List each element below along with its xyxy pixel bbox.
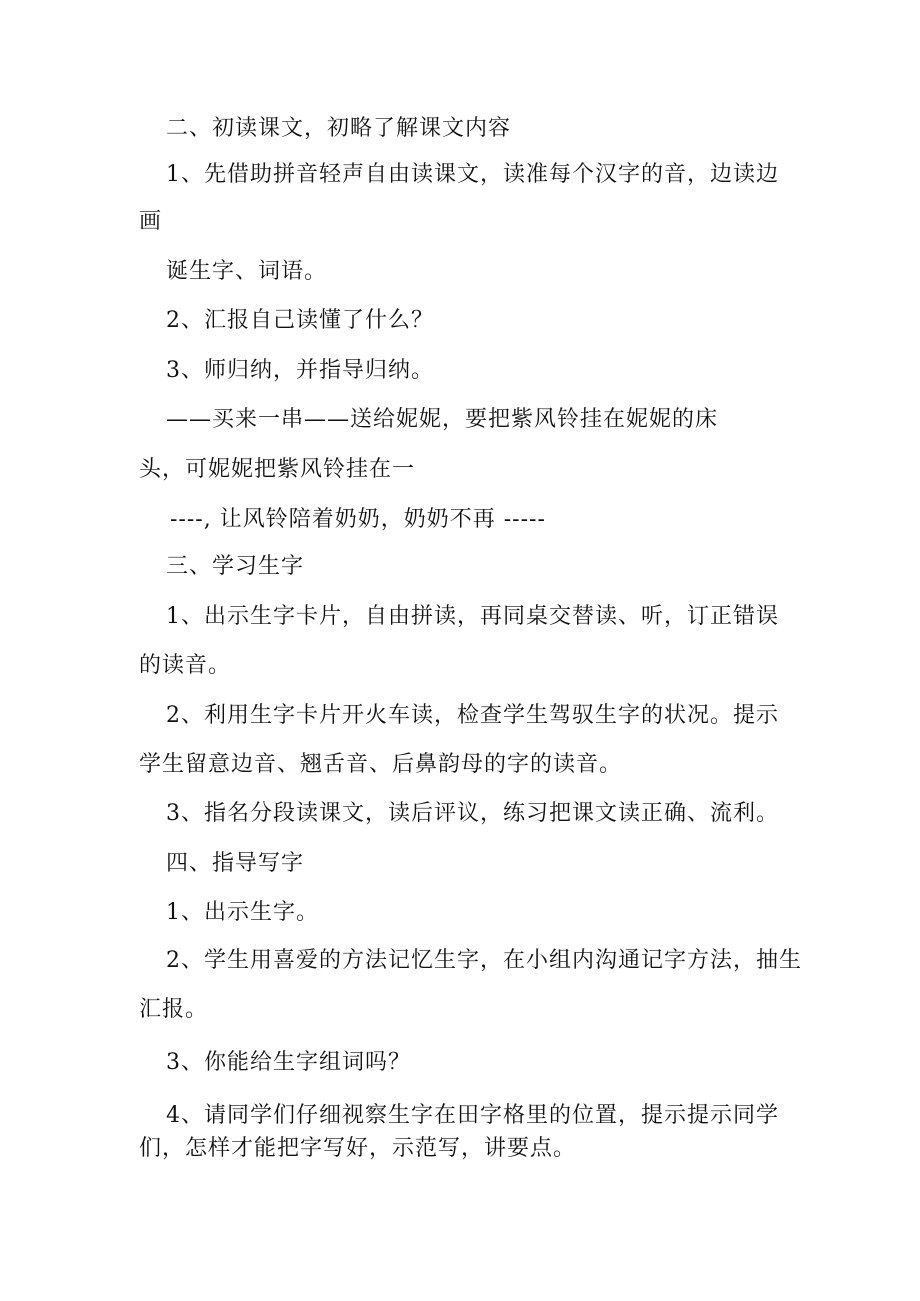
section-heading-4: 四、指导写字 (166, 851, 305, 876)
text-line: 头，可妮妮把紫风铃挂在一 (139, 457, 416, 482)
text-line: 学生留意边音、翘舌音、后鼻韵母的字的读音。 (139, 752, 623, 777)
text-line: ——买来一串——送给妮妮，要把紫风铃挂在妮妮的床 (166, 407, 719, 432)
text-line: 画 (139, 209, 163, 234)
text-line: 诞生字、词语。 (166, 259, 328, 284)
text-line: 的读音。 (139, 653, 232, 678)
text-line: 1、出示生字卡片，自由拼读，再同桌交替读、听，订正错误 (166, 604, 779, 629)
text-line: 4、请同学们仔细视察生字在田字格里的位置，提示提示同学 (166, 1103, 779, 1128)
section-heading-2: 二、初读课文，初略了解课文内容 (166, 116, 512, 141)
text-line: 2、利用生字卡片开火车读，检查学生驾驭生字的状况。提示 (166, 703, 779, 728)
text-line: ----, 让风铃陪着奶奶，奶奶不再 ----- (170, 507, 546, 532)
text-line: 们，怎样才能把字写好，示范写，讲要点。 (139, 1136, 577, 1161)
section-heading-3: 三、学习生字 (166, 554, 305, 579)
text-line: 3、你能给生字组词吗？ (166, 1050, 411, 1075)
text-line: 1、出示生字。 (166, 900, 319, 925)
text-line: 1、先借助拼音轻声自由读课文，读准每个汉字的音，边读边 (166, 162, 779, 187)
text-line: 2、汇报自己读懂了什么？ (166, 308, 434, 333)
text-line: 3、指名分段读课文，读后评议，练习把课文读正确、流利。 (166, 801, 779, 826)
text-line: 2、学生用喜爱的方法记忆生字，在小组内沟通记字方法，抽生 (166, 948, 802, 973)
text-line: 汇报。 (139, 997, 209, 1022)
text-line: 3、师归纳，并指导归纳。 (166, 358, 434, 383)
